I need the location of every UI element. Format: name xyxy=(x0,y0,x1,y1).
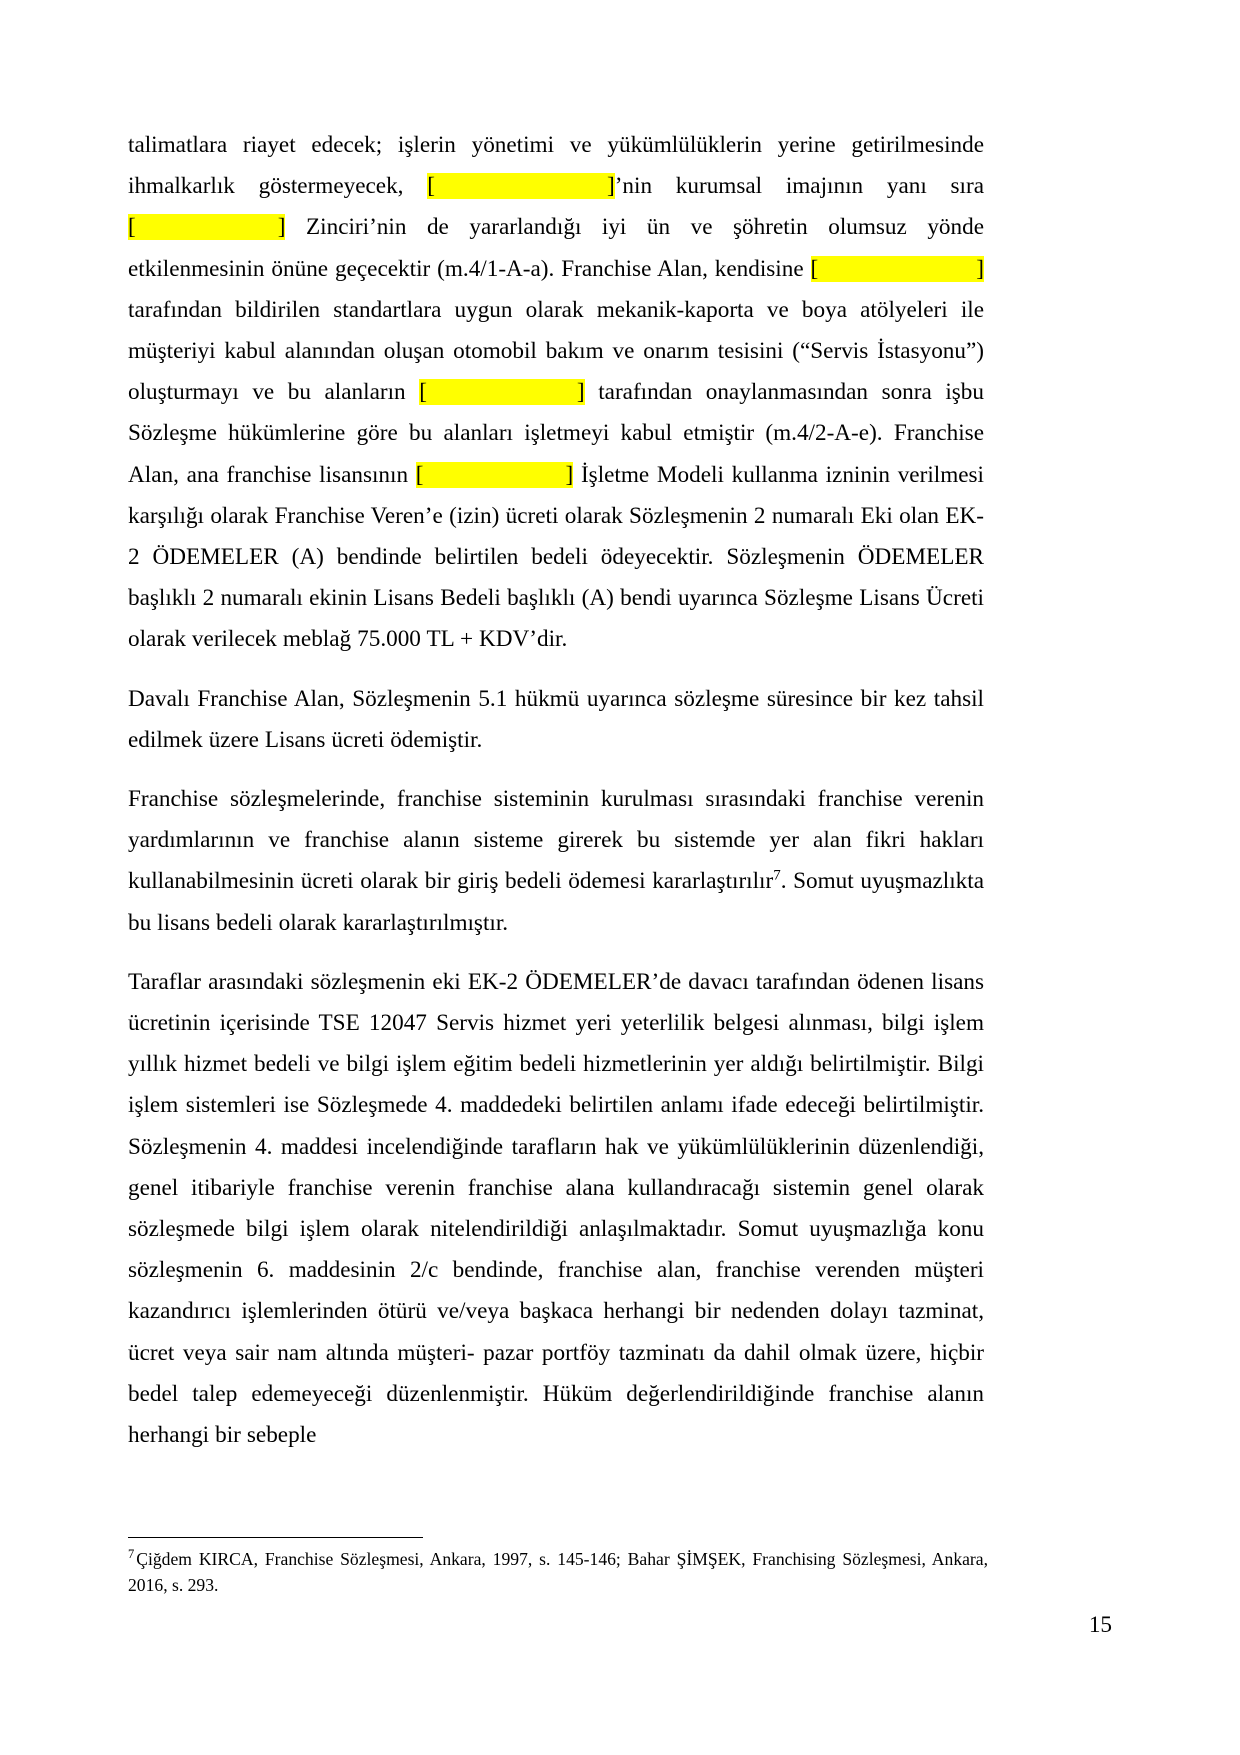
redaction-box-4: [ ] xyxy=(419,379,585,406)
paragraph-1-part-5: tarafından onaylanmasından sonra işbu Sözleşme hükümlerine göre bu alanları işletmeyi kabul etmiştir (m.4/2-A-e). Franchise Alan, ana franchise lisansının xyxy=(128,379,984,488)
paragraph-1-part-4: tarafından bildirilen standartlara uygun olarak mekanik-kaporta ve boya atölyeleri ile müşteriyi kabul alanından oluşan otomobil bakım ve onarım tesisini (“Servis İstasyonu”) oluşturmayı ve bu alanların xyxy=(128,296,984,406)
footnote-number: 7 xyxy=(128,1547,135,1562)
paragraph-4: Taraflar arasındaki sözleşmenin eki EK-2 ÖDEMELER’de davacı tarafından ödenen lisans ücretinin içerisinde TSE 12047 Servis hizmet yeri yeterlilik belgesi alınması, bilgi işlem yıllık hizmet bedeli ve bilgi işlem eğitim bedeli hizmetlerinin yer aldığı belirtilmiştir. Bilgi işlem sistemleri ise Sözleşmede 4. maddedeki belirtilen anlamı ifade edeceği belirtilmiştir. Sözleşmenin 4. maddesi incelendiğinde tarafların hak ve yükümlülüklerinin düzenlendiği, genel itibariyle franchise verenin franchise alana kullandıracağı sistemin genel olarak sözleşmede bilgi işlem olarak nitelendirildiği anlaşılmaktadır. Somut uyuşmazlığa konu sözleşmenin 6. maddesinin 2/c bendinde, franchise alan, franchise verenden müşteri kazandırıcı işlemlerinden ötürü ve/veya başkaca herhangi bir nedenden dolayı tazminat, ücret veya sair nam altında müşteri- pazar portföy tazminatı da dahil olmak üzere, hiçbir bedel talep edemeyeceği düzenlenmiştir. Hüküm değerlendirildiğinde franchise alanın herhangi bir sebeple xyxy=(128,968,984,1449)
paragraph-3 xyxy=(128,779,984,944)
paragraph-1-part-3: Zinciri’nin de yararlandığı iyi ün ve şöhretin olumsuz yönde etkilenmesinin önüne geçecektir (m.4/1-A-a). Franchise Alan, kendisine xyxy=(128,214,984,282)
paragraph-1-part-2: ’nin kurumsal imajının yanı sıra xyxy=(614,173,984,200)
paragraph-1 xyxy=(128,125,984,661)
paragraph-1-part-1: talimatlara riayet edecek; işlerin yönetimi ve yükümlülüklerin yerine getirilmesinde ihmalkarlık göstermeyecek, xyxy=(128,132,984,200)
footnote-reference-marker: 7 xyxy=(773,867,781,884)
redaction-box-5: [ ] xyxy=(415,461,574,488)
paragraph-3-text-after-footnote: . Somut uyuşmazlıkta bu lisans bedeli olarak kararlaştırılmıştır. xyxy=(128,868,984,936)
paragraph-3-text-before-footnote: Franchise sözleşmelerinde, franchise sisteminin kurulması sırasındaki franchise verenin yardımlarının ve franchise alanın sisteme girerek bu sistemde yer alan fikri hakları kullanabilmesinin ücreti olarak bir giriş bedeli ödemesi kararlaştırılır xyxy=(128,786,984,895)
paragraph-1-part-6: İşletme Modeli kullanma izninin verilmesi karşılığı olarak Franchise Veren’e (izin) ücreti olarak Sözleşmenin 2 numaralı Eki olan EK-2 ÖDEMELER (A) bendinde belirtilen bedeli ödeyecektir. Sözleşmenin ÖDEMELER başlıklı 2 numaralı ekinin Lisans Bedeli başlıklı (A) bendi uyarınca Sözleşme Lisans Ücreti olarak verilecek meblağ 75.000 TL + KDV’dir. xyxy=(128,461,984,653)
footnote-entry xyxy=(128,1547,988,1598)
redaction-box-2: [ ] xyxy=(128,214,286,241)
page-number: 15 xyxy=(1088,1611,1112,1638)
paragraph-spacer xyxy=(128,948,984,962)
redaction-box-1: [ ] xyxy=(427,173,615,200)
redaction-box-3: [ ] xyxy=(810,255,984,282)
footnote-citation-text: Çiğdem KIRCA, Franchise Sözleşmesi, Ankara, 1997, s. 145-146; Bahar ŞİMŞEK, Franchising Sözleşmesi, Ankara, 2016, s. 293. xyxy=(128,1549,988,1595)
paragraph-spacer xyxy=(128,765,984,779)
paragraph-spacer xyxy=(128,665,984,679)
footnote-block xyxy=(128,1537,988,1598)
paragraph-2: Davalı Franchise Alan, Sözleşmenin 5.1 hükmü uyarınca sözleşme süresince bir kez tahsil edilmek üzere Lisans ücreti ödemiştir. xyxy=(128,685,984,753)
document-body xyxy=(128,125,984,1456)
footnote-separator-rule xyxy=(128,1537,423,1538)
